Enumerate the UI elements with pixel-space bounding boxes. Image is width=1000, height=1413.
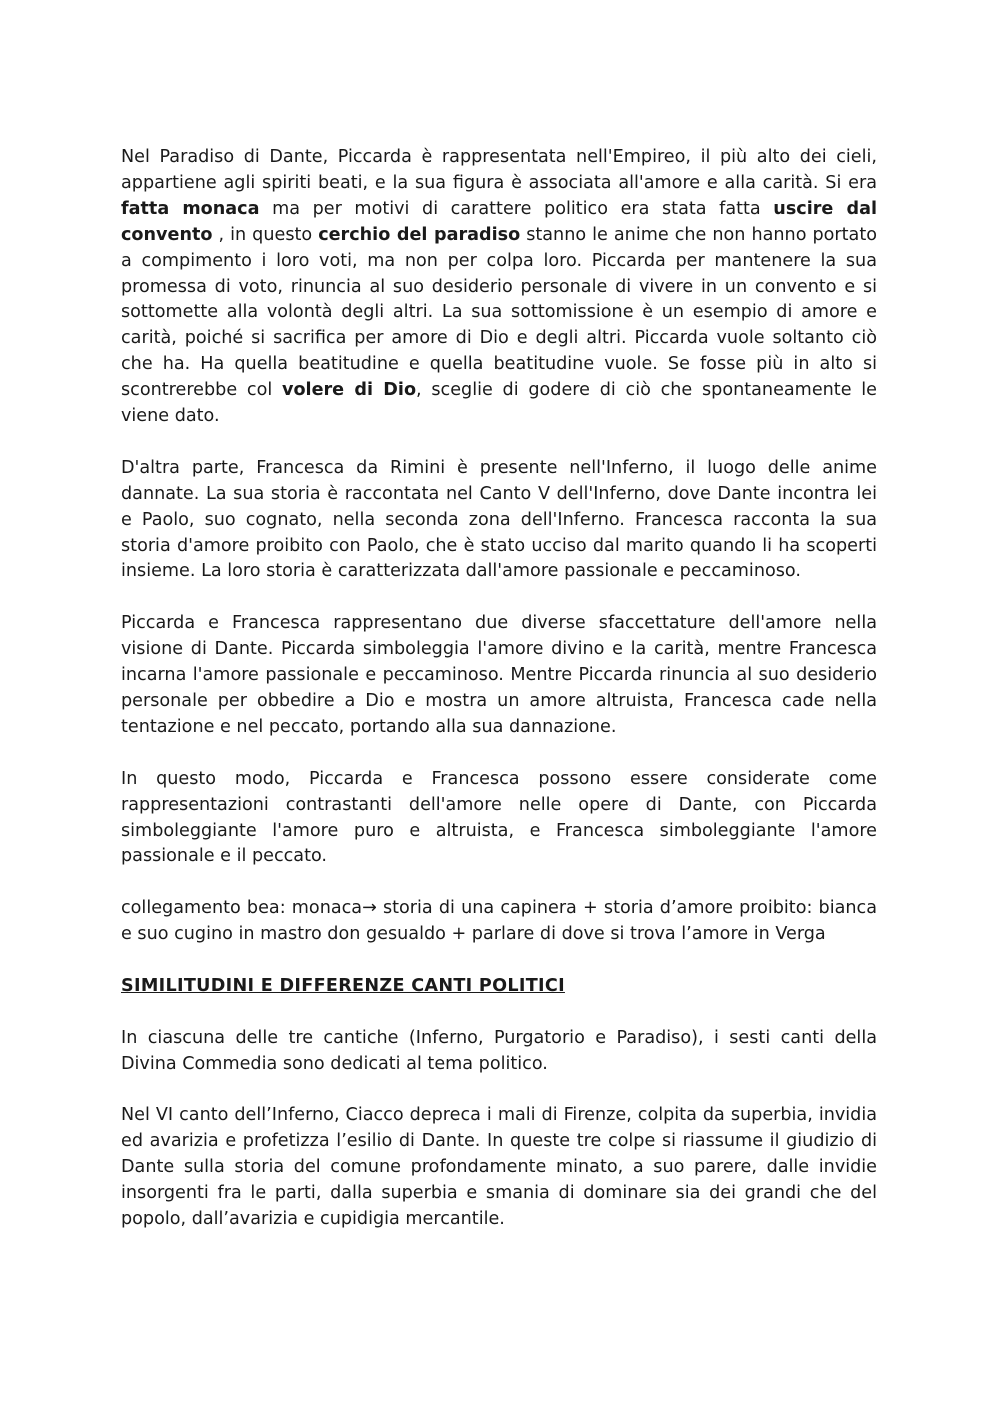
paragraph-text: , sceglie di godere di ciò che spontaneamente le viene dato. — [121, 380, 877, 427]
bold-phrase: volere di Dio — [281, 380, 417, 401]
document-page — [121, 145, 877, 1233]
section-heading: SIMILITUDINI E DIFFERENZE CANTI POLITICI — [121, 975, 565, 996]
paragraph-text: ma per motivi di carattere politico era stata fatta — [259, 198, 774, 219]
paragraph-collegamento: collegamento bea: monaca→ storia di una capinera + storia d’amore proibito: bianca e suo cugino in mastro don gesualdo + parlare di dove si trova l’amore in Verga — [121, 898, 877, 945]
paragraph-comparison: Piccarda e Francesca rappresentano due diverse sfaccettature dell'amore nella visione di Dante. Piccarda simboleggia l'amore divino e la carità, mentre Francesca incarna l'amore passionale e peccaminoso. Mentre Piccarda rinuncia al suo desiderio personale per obbedire a Dio e mostra un amore altruista, Francesca cade nella tentazione e nel peccato, portando alla sua dannazione. — [121, 613, 877, 737]
paragraph-text: Nel Paradiso di Dante, Piccarda è rappresentata nell'Empireo, il più alto dei cieli, appartiene agli spiriti beati, e la sua figura è associata all'amore e alla carità. Si era — [121, 147, 877, 193]
paragraph-conclusion: In questo modo, Piccarda e Francesca possono essere considerate come rappresentazioni contrastanti dell'amore nelle opere di Dante, con Piccarda simboleggiante l'amore puro e altruista, e Francesca simboleggiante l'amore passionale e il peccato. — [121, 768, 877, 867]
bold-phrase: cerchio del paradiso — [318, 224, 521, 245]
paragraph-text: stanno le anime che non hanno portato a compimento i loro voti, ma non per colpa loro. Piccarda per mantenere la sua promessa di voto, rinuncia al suo desiderio personale di vivere in un convento e si sottomette alla volontà degli altri. La sua sottomissione è un esempio di amore e carità, poiché si sacrifica per amore di Dio e degli altri. Piccarda vuole soltanto ciò che ha. Ha quella beatitudine e quella beatitudine vuole. Se fosse più in alto si scontrerebbe col — [121, 224, 877, 401]
bold-phrase: uscire dal convento — [121, 198, 877, 245]
paragraph-cantiche: In ciascuna delle tre cantiche (Inferno, Purgatorio e Paradiso), i sesti canti della Divina Commedia sono dedicati al tema politico. — [121, 1027, 877, 1074]
paragraph-text: , in questo — [212, 224, 319, 245]
paragraph-ciacco: Nel VI canto dell’Inferno, Ciacco depreca i mali di Firenze, colpita da superbia, invidia ed avarizia e profetizza l’esilio di Dante. In queste tre colpe si riassume il giudizio di Dante sulla storia del comune profondamente minato, a suo parere, dalle invidie insorgenti fra le parti, dalla superbia e smania di dominare sia dei grandi che del popolo, dall’avarizia e cupidigia mercantile. — [121, 1105, 877, 1230]
bold-phrase: fatta monaca — [121, 198, 260, 219]
paragraph-piccarda — [121, 145, 877, 430]
paragraph-francesca: D'altra parte, Francesca da Rimini è presente nell'Inferno, il luogo delle anime dannate. La sua storia è raccontata nel Canto V dell'Inferno, dove Dante incontra lei e Paolo, suo cognato, nella seconda zona dell'Inferno. Francesca racconta la sua storia d'amore proibito con Paolo, che è stato ucciso dal marito quando li ha scoperti insieme. La loro storia è caratterizzata dall'amore passionale e peccaminoso. — [121, 457, 877, 582]
